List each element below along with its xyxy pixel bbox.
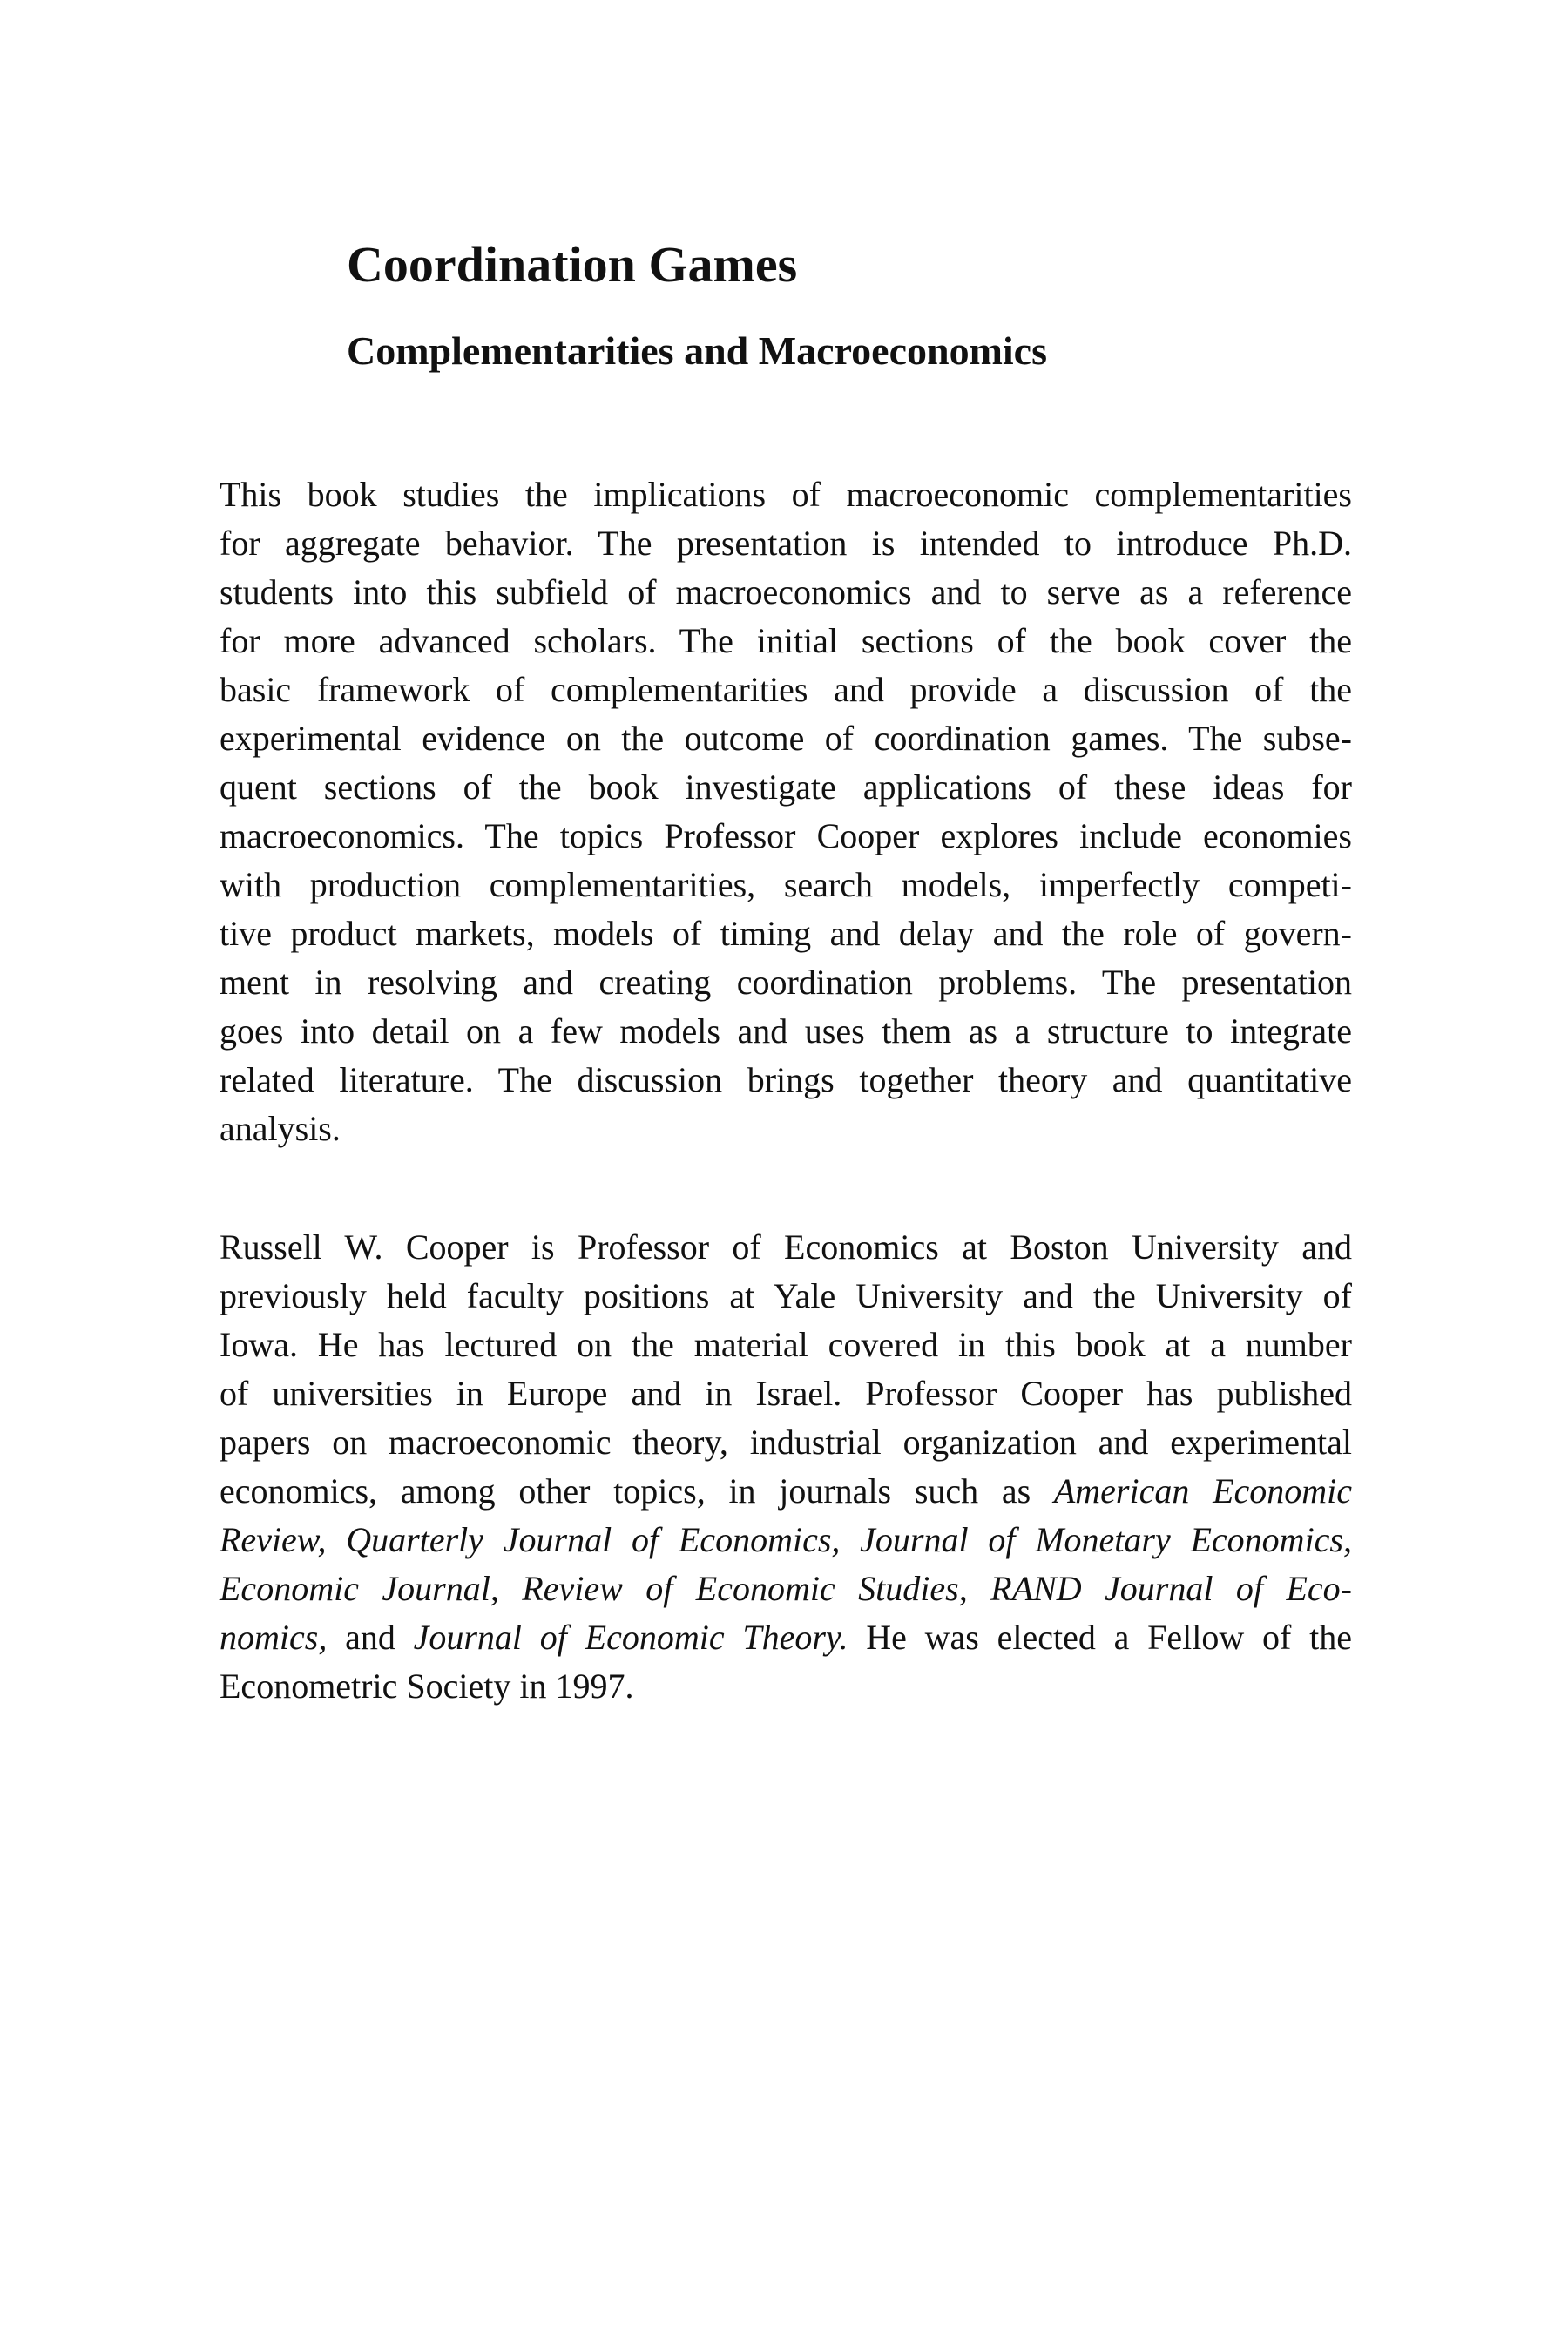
description-line: quent sections of the book investigate applications of these ideas for	[220, 767, 1352, 807]
bio-line	[220, 1467, 1352, 1516]
bio-line: Iowa. He has lectured on the material covered in this book at a number	[220, 1325, 1352, 1364]
book-title: Coordination Games	[347, 236, 798, 293]
description-line: macroeconomics. The topics Professor Cooper explores include economies	[220, 816, 1352, 855]
description-line: analysis.	[220, 1109, 341, 1148]
description-line: for more advanced scholars. The initial sections of the book cover the	[220, 621, 1352, 660]
description-line: basic framework of complementarities and provide a discussion of the	[220, 670, 1352, 709]
journal-name: American Economic	[1053, 1471, 1353, 1511]
description-line: This book studies the implications of macroeconomic complementarities	[220, 475, 1352, 514]
description-line: ment in resolving and creating coordination problems. The presentation	[220, 963, 1352, 1002]
book-description	[220, 470, 1352, 1153]
description-line: for aggregate behavior. The presentation is intended to introduce Ph.D.	[220, 524, 1352, 563]
description-line: experimental evidence on the outcome of coordination games. The subse-	[220, 719, 1352, 758]
description-line: students into this subfield of macroeconomics and to serve as a reference	[220, 572, 1352, 612]
book-subtitle: Complementarities and Macroeconomics	[347, 328, 1047, 373]
bio-line: Russell W. Cooper is Professor of Economics at Boston University and	[220, 1227, 1352, 1267]
journal-name: Journal of Economic Theory.	[413, 1618, 848, 1657]
bio-line: previously held faculty positions at Yale University and the University of	[220, 1276, 1352, 1315]
description-line: with production complementarities, search models, imperfectly competi-	[220, 865, 1352, 904]
journal-name: Economic Journal, Review of Economic Studies, RAND Journal of Eco-	[220, 1569, 1352, 1608]
bio-line	[220, 1516, 1352, 1565]
bio-line: of universities in Europe and in Israel. Professor Cooper has published	[220, 1374, 1352, 1413]
description-line: tive product markets, models of timing and delay and the role of govern-	[220, 914, 1352, 953]
journal-name: Review, Quarterly Journal of Economics, Journal of Monetary Economics,	[220, 1520, 1352, 1559]
bio-text: and	[327, 1618, 414, 1657]
bio-line: Econometric Society in 1997.	[220, 1666, 634, 1706]
bio-text: He was elected a Fellow of the	[848, 1618, 1352, 1657]
bio-line	[220, 1565, 1352, 1613]
bio-line: papers on macroeconomic theory, industrial organization and experimental	[220, 1423, 1352, 1462]
bio-line	[220, 1613, 1352, 1662]
description-line: goes into detail on a few models and uses them as a structure to integrate	[220, 1011, 1352, 1051]
author-biography	[220, 1223, 1352, 1711]
description-line: related literature. The discussion brings together theory and quantitative	[220, 1060, 1352, 1099]
bio-text: economics, among other topics, in journals such as	[220, 1471, 1054, 1511]
journal-name: nomics,	[220, 1618, 328, 1657]
